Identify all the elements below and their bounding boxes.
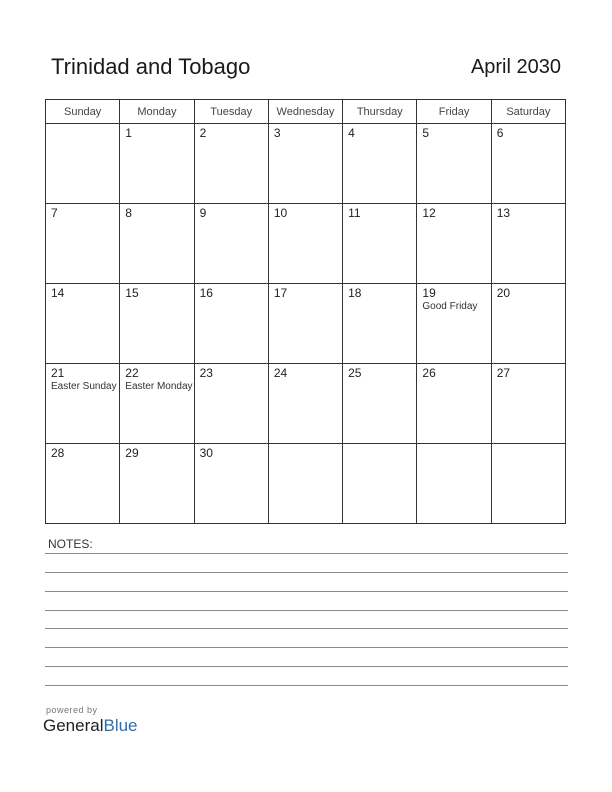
day-cell xyxy=(120,444,194,524)
country-title: Trinidad and Tobago xyxy=(51,54,251,79)
weekday-friday: Friday xyxy=(417,100,491,124)
day-cell xyxy=(194,124,268,204)
day-cell xyxy=(120,204,194,284)
day-number: 19 xyxy=(422,286,436,300)
day-number: 9 xyxy=(199,206,207,220)
day-cell xyxy=(46,124,120,204)
weekday-wednesday: Wednesday xyxy=(268,100,342,124)
day-cell xyxy=(268,444,342,524)
day-cell xyxy=(194,364,268,444)
weekday-thursday: Thursday xyxy=(343,100,417,124)
weekday-tuesday: Tuesday xyxy=(194,100,268,124)
week-row xyxy=(46,124,566,204)
day-cell xyxy=(268,364,342,444)
day-cell xyxy=(194,284,268,364)
notes-line xyxy=(45,647,568,648)
day-number: 22 xyxy=(125,366,139,380)
brand-general: General xyxy=(43,716,104,735)
day-number: 17 xyxy=(273,286,288,300)
day-number: 16 xyxy=(199,286,213,300)
month-year-title: April 2030 xyxy=(470,56,561,78)
day-number: 6 xyxy=(496,126,504,140)
notes-line xyxy=(45,572,568,573)
weekday-header-row xyxy=(46,100,566,124)
day-cell xyxy=(343,124,417,204)
day-number: 24 xyxy=(273,366,288,380)
day-number: 11 xyxy=(348,206,361,220)
day-number: 1 xyxy=(125,126,132,140)
day-number: 29 xyxy=(125,446,139,460)
day-cell xyxy=(268,284,342,364)
weekday-sunday: Sunday xyxy=(46,100,120,124)
day-cell xyxy=(46,364,120,444)
day-cell xyxy=(268,204,342,284)
day-number: 18 xyxy=(348,286,362,300)
weekday-saturday: Saturday xyxy=(491,100,565,124)
notes-line xyxy=(45,610,568,611)
notes-line xyxy=(45,591,568,592)
day-number: 10 xyxy=(273,206,288,220)
day-cell xyxy=(194,204,268,284)
day-cell xyxy=(491,204,565,284)
notes-line xyxy=(45,666,568,667)
day-number: 21 xyxy=(51,366,65,380)
day-number: 8 xyxy=(125,206,132,220)
day-number: 4 xyxy=(348,126,355,140)
calendar-body xyxy=(46,124,566,524)
weekday-monday: Monday xyxy=(120,100,194,124)
day-cell xyxy=(194,444,268,524)
day-cell xyxy=(120,364,194,444)
day-cell xyxy=(417,124,491,204)
day-cell xyxy=(343,364,417,444)
day-number: 25 xyxy=(348,366,362,380)
notes-line xyxy=(45,553,568,554)
day-number: 26 xyxy=(422,366,436,380)
day-number: 2 xyxy=(199,126,207,140)
day-cell xyxy=(491,364,565,444)
day-cell xyxy=(417,204,491,284)
brand-logo xyxy=(43,716,138,736)
brand-blue: Blue xyxy=(103,716,138,735)
day-cell xyxy=(343,284,417,364)
day-cell xyxy=(417,444,491,524)
calendar-grid xyxy=(45,99,566,524)
day-cell xyxy=(343,444,417,524)
day-number: 3 xyxy=(273,126,281,140)
day-cell xyxy=(417,284,491,364)
day-cell xyxy=(343,204,417,284)
day-cell xyxy=(491,444,565,524)
notes-label: NOTES: xyxy=(48,537,93,551)
day-number: 5 xyxy=(422,126,430,140)
powered-by-text: powered by xyxy=(46,705,98,715)
day-cell xyxy=(491,124,565,204)
notes-line xyxy=(45,685,568,686)
notes-line xyxy=(45,628,568,629)
day-cell xyxy=(46,204,120,284)
holiday-label: Easter Monday xyxy=(125,381,193,392)
day-number: 28 xyxy=(51,446,65,460)
day-cell xyxy=(491,284,565,364)
day-number: 7 xyxy=(51,206,58,220)
day-cell xyxy=(120,124,194,204)
week-row xyxy=(46,204,566,284)
holiday-label: Good Friday xyxy=(422,301,478,312)
day-number: 13 xyxy=(496,206,511,220)
week-row xyxy=(46,364,566,444)
day-cell xyxy=(46,444,120,524)
day-number: 30 xyxy=(199,446,213,460)
day-number: 23 xyxy=(199,366,213,380)
week-row xyxy=(46,284,566,364)
day-cell xyxy=(120,284,194,364)
day-number: 20 xyxy=(496,286,511,300)
day-cell xyxy=(268,124,342,204)
day-number: 12 xyxy=(422,206,436,220)
day-cell xyxy=(46,284,120,364)
week-row xyxy=(46,444,566,524)
day-number: 15 xyxy=(125,286,139,300)
holiday-label: Easter Sunday xyxy=(51,381,117,392)
day-number: 27 xyxy=(496,366,511,380)
day-number: 14 xyxy=(51,286,65,300)
day-cell xyxy=(417,364,491,444)
